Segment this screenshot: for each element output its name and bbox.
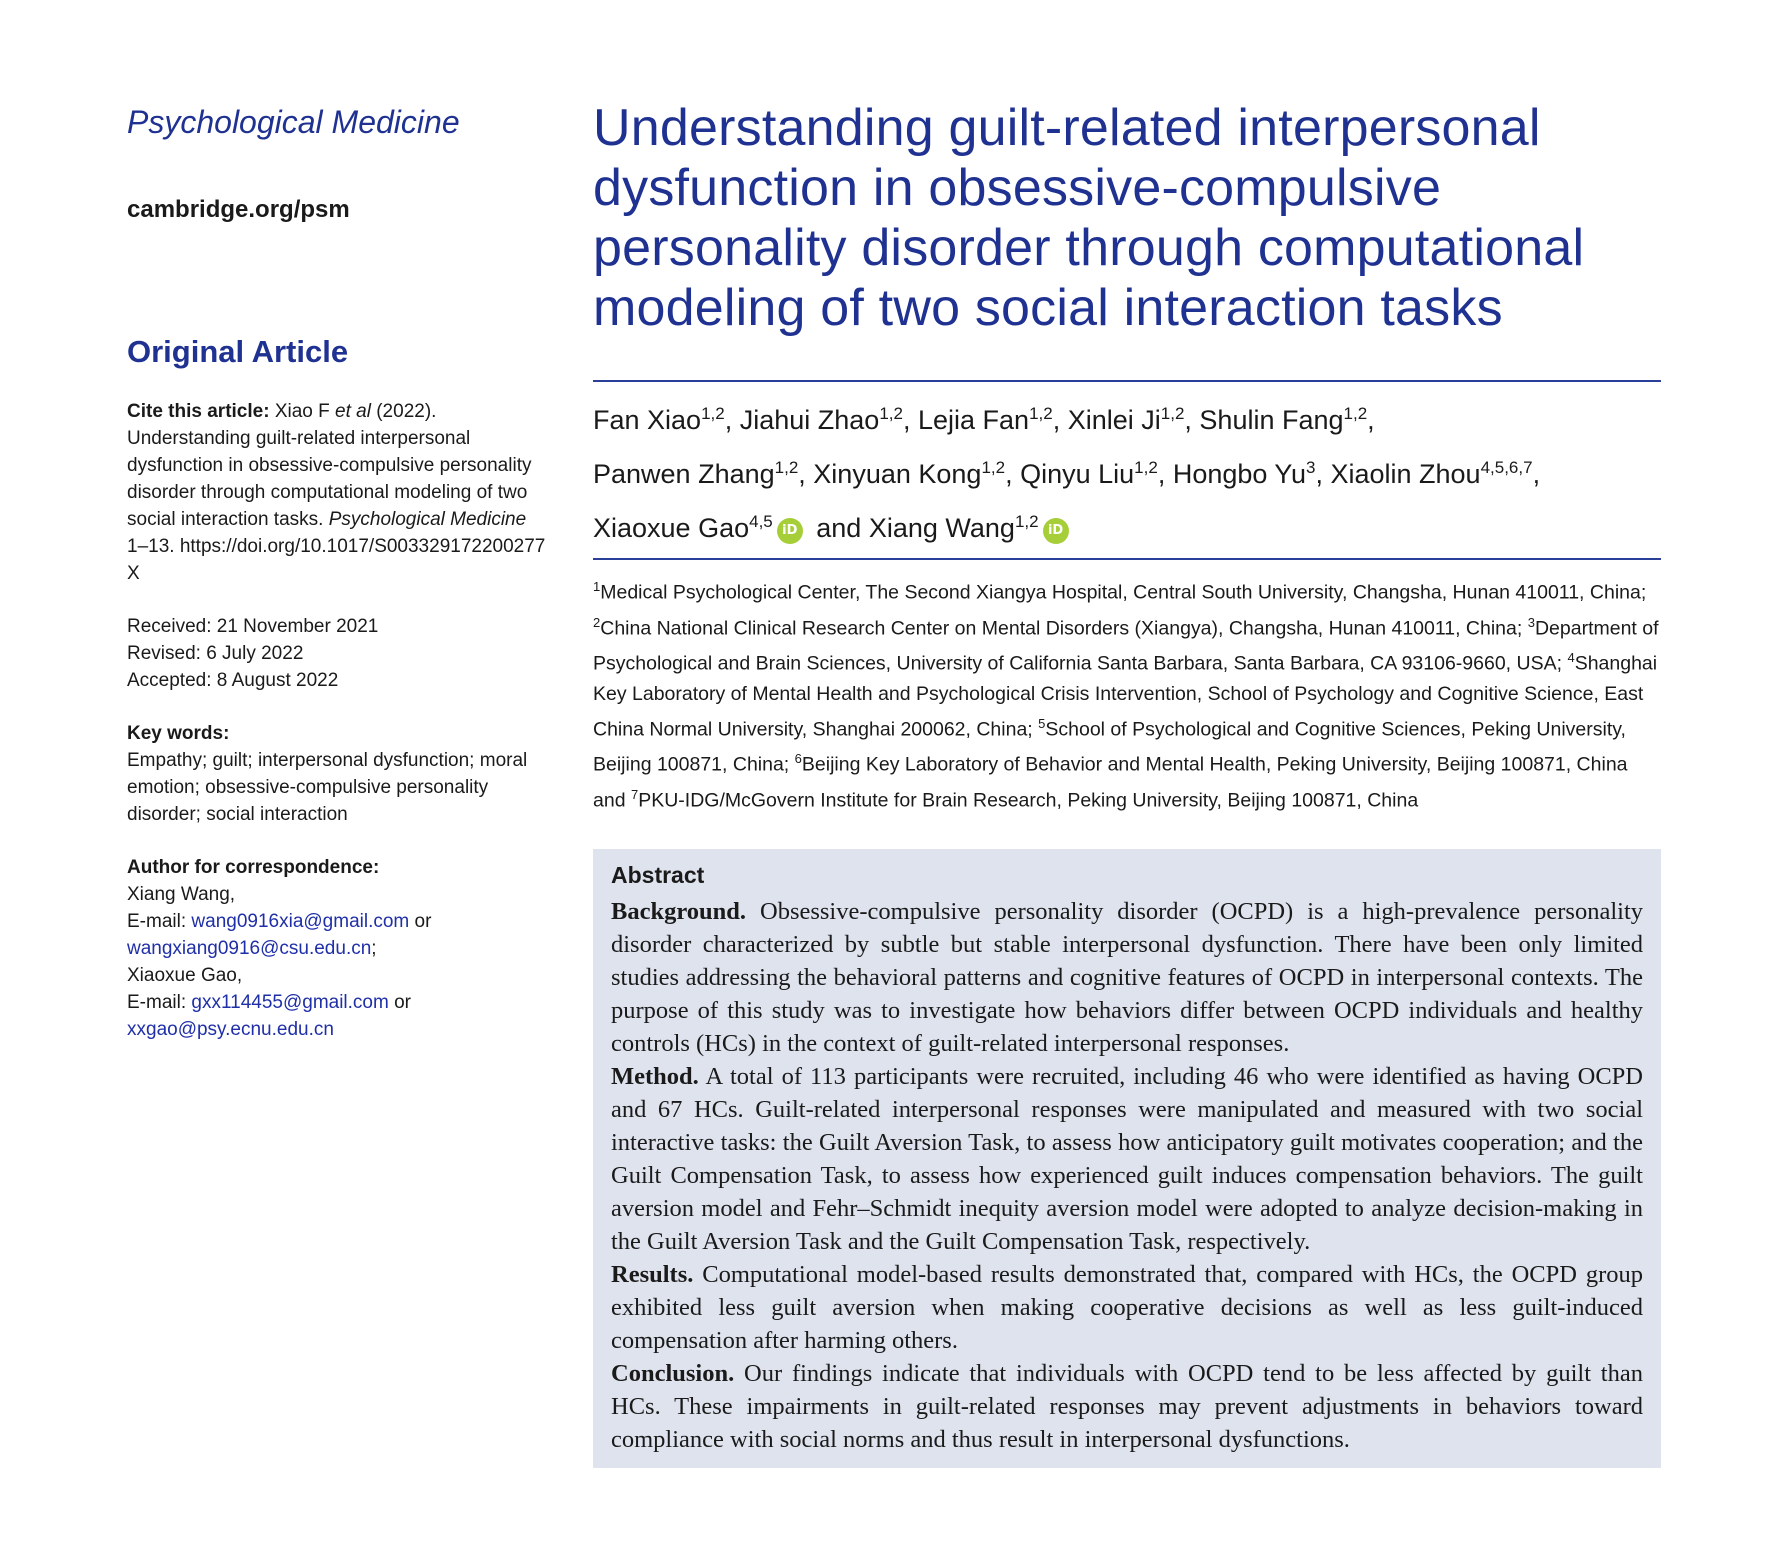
abstract-background: Background. Obsessive-compulsive personality disorder (OCPD) is a high-prevalence personality disorder characterized by subtle but stable interpersonal dysfunction. There have been only limited studies addressing the behavioral patterns and cognitive features of OCPD in interpersonal contexts. The purpose of this study was to investigate how behaviors differ between OCPD individuals and healthy controls (HCs) in the context of guilt-related interpersonal responses. [611,898,1643,1057]
cite-etal: et al [335,401,371,422]
revised-date: Revised: 6 July 2022 [127,643,304,664]
affiliations [593,572,1661,815]
email-label-2: E-mail: [127,992,187,1013]
email-link-1b[interactable]: wangxiang0916@csu.edu.cn [127,938,372,959]
author: Xiaolin Zhou$^{4,5,6,7}$, [1330,458,1541,489]
received-date: Received: 21 November 2021 [127,616,379,637]
cite-title: Understanding guilt-related interpersonal dysfunction in obsessive-compulsive personality disorder through computational modeling of two social interaction tasks. [127,428,532,530]
author: Hongbo Yu$^3$, [1172,458,1331,489]
affiliation-sup: 6 [794,751,802,766]
author: Xinlei Ji$^{1,2}$, [1067,404,1200,435]
affiliation-sup: 3 [1527,614,1535,630]
abstract-results: Results. Computational model-based results demonstrated that, compared with HCs, the OCPD group exhibited less guilt aversion when making cooperative decisions as well as less guilt-induced compensation after harming others. [611,1261,1644,1354]
author: Jiahui Zhao$^{1,2}$, [739,404,918,435]
journal-name: Psychological Medicine [127,104,460,140]
cite-doi[interactable]: https://doi.org/10.1017/S003329172200277X [127,536,546,584]
sidebar [127,98,547,1043]
article-type: Original Article [127,334,349,369]
author: Xinyuan Kong$^{1,2}$, [813,458,1021,489]
keywords-block [127,720,547,828]
author: Fan Xiao$^{1,2}$, [593,404,740,435]
author: Xiaoxue Gao$^{4,5}$ [593,512,773,543]
abstract-heading: Abstract [611,862,705,888]
abstract-conclusion: Conclusion. Our findings indicate that individuals with OCPD tend to be less affected by guilt than HCs. These impairments in guilt-related responses may prevent adjustments in behaviors toward compliance with social norms and thus result in interpersonal dysfunctions. [611,1360,1643,1453]
affiliation-sup: 2 [593,614,601,630]
author: Qinyu Liu$^{1,2}$, [1020,458,1173,489]
correspondence-label: Author for correspondence: [127,857,380,878]
author: Shulin Fang$^{1,2}$, [1199,404,1375,435]
affiliation-sup: 5 [1038,715,1046,731]
affiliation: PKU-IDG/McGovern Institute for Brain Research, Peking University, Beijing 100871, China [638,789,1419,811]
affiliation-sup: 7 [630,786,639,802]
email-label-1: E-mail: [127,911,187,932]
affiliation-sup: 4 [1567,650,1575,665]
cite-year: (2022). [376,401,437,422]
affiliation: Medical Psychological Center, The Second Xiangya Hospital, Central South University, Changsha, Hunan 410011, China; [600,581,1647,604]
cite-label: Cite this article: [127,401,270,422]
cite-block [127,398,547,587]
correspondent-name-2: Xiaoxue Gao, [127,965,243,986]
author: Xiang Wang$^{1,2}$ [868,512,1039,543]
keywords-text: Empathy; guilt; interpersonal dysfunction; moral emotion; obsessive-compulsive personality disorder; social interaction [127,750,528,825]
authors-and: and [816,513,862,543]
or-text-1: or [414,911,432,932]
email-link-1a[interactable]: wang0916xia@gmail.com [191,911,410,932]
affiliation: School of Psychological and Cognitive Sciences, Peking University, Beijing 100871, China; [593,718,1626,776]
semicolon: ; [371,938,377,959]
cite-authors: Xiao F [274,401,330,422]
accepted-date: Accepted: 8 August 2022 [127,670,339,691]
author-list [593,382,1661,558]
affiliation: Beijing Key Laboratory of Behavior and Mental Health, Peking University, Beijing 100871, China and [593,753,1628,811]
article-title: Understanding guilt-related interpersonal dysfunction in obsessive-compulsive personality disorder through computational modeling of two social interaction tasks [593,99,1585,337]
abstract-method: Method. A total of 113 participants were recruited, including 46 who were identified as having OCPD and 67 HCs. Guilt-related interpersonal responses were manipulated and measured with two social interactive tasks: the Guilt Aversion Task, to assess how anticipatory guilt motivates cooperation; and the Guilt Compensation Task, to assess how experienced guilt induces compensation behaviors. The guilt aversion model and Fehr–Schmidt inequity aversion model were adopted to analyze decision-making in the Guilt Aversion Task and the Guilt Compensation Task, respectively. [611,1063,1643,1255]
email-link-2a[interactable]: gxx114455@gmail.com [191,992,389,1013]
divider-bottom [593,558,1661,560]
main-content [593,98,1661,1468]
cite-journal: Psychological Medicine [328,509,527,530]
email-link-2b[interactable]: xxgao@psy.ecnu.edu.cn [127,1019,334,1040]
author: Lejia Fan$^{1,2}$, [917,404,1068,435]
affiliation: China National Clinical Research Center on Mental Disorders (Xiangya), Changsha, Hunan 410011, China; [600,617,1528,639]
abstract-box [593,849,1661,1468]
affiliation-sup: 1 [593,579,601,594]
dates-block [127,613,547,694]
or-text-2: or [394,992,412,1013]
affiliation: Shanghai Key Laboratory of Mental Health and Psychological Crisis Intervention, School of Psychology and Cognitive Science, East China Normal University, Shanghai 200062, China; [593,652,1658,740]
cite-pages: 1–13. [127,536,175,557]
affiliation: Department of Psychological and Brain Sciences, University of California Santa Barbara, Santa Barbara, CA 93106-9660, USA; [593,617,1659,675]
author: Panwen Zhang$^{1,2}$, [593,458,814,489]
correspondent-name-1: Xiang Wang, [127,884,236,905]
keywords-label: Key words: [127,723,230,744]
orcid-icon[interactable]: iD [777,518,803,544]
correspondence-block [127,854,547,1043]
orcid-icon[interactable]: iD [1043,518,1069,544]
journal-url[interactable]: cambridge.org/psm [127,196,350,223]
